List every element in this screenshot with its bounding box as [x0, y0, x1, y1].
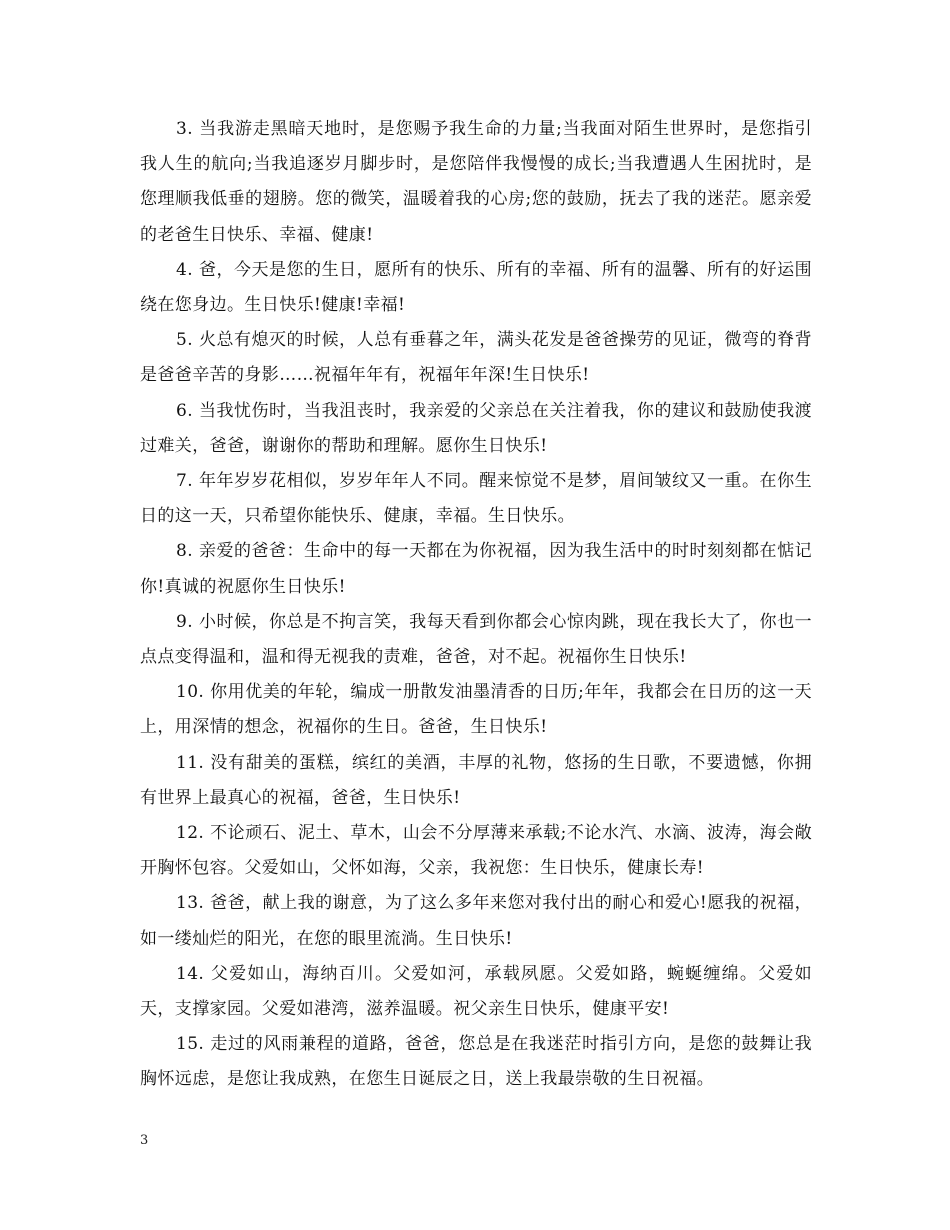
paragraph-9: 9. 小时候，你总是不拘言笑，我每天看到你都会心惊肉跳，现在我长大了，你也一点点变得温和，温和得无视我的责难，爸爸，对不起。祝福你生日快乐!	[140, 611, 812, 668]
paragraph-14: 14. 父爱如山，海纳百川。父爱如河，承载夙愿。父爱如路，蜿蜒缠绵。父爱如天，支撑家园。父爱如港湾，滋养温暖。祝父亲生日快乐，健康平安!	[140, 963, 812, 1020]
paragraph-10: 10. 你用优美的年轮，编成一册散发油墨清香的日历;年年，我都会在日历的这一天上，用深情的想念，祝福你的生日。爸爸，生日快乐!	[140, 682, 812, 738]
paragraph-15: 15. 走过的风雨兼程的道路，爸爸，您总是在我迷茫时指引方向，是您的鼓舞让我胸怀远虑，是您让我成熟，在您生日诞辰之日，送上我最崇敬的生日祝福。	[140, 1034, 812, 1090]
paragraph-3: 3. 当我游走黑暗天地时，是您赐予我生命的力量;当我面对陌生世界时，是您指引我人生的航向;当我追逐岁月脚步时，是您陪伴我慢慢的成长;当我遭遇人生困扰时，是您理顺我低垂的翅膀。您的微笑，温暖着我的心房;您的鼓励，抚去了我的迷茫。愿亲爱的老爸生日快乐、幸福、健康!	[140, 119, 812, 245]
paragraph-13: 13. 爸爸，献上我的谢意，为了这么多年来您对我付出的耐心和爱心!愿我的祝福，如一缕灿烂的阳光，在您的眼里流淌。生日快乐!	[140, 893, 812, 949]
paragraph-6: 6. 当我忧伤时，当我沮丧时，我亲爱的父亲总在关注着我，你的建议和鼓励使我渡过难关，爸爸，谢谢你的帮助和理解。愿你生日快乐!	[140, 400, 812, 456]
paragraph-11: 11. 没有甜美的蛋糕，缤红的美酒，丰厚的礼物，悠扬的生日歌，不要遗憾，你拥有世界上最真心的祝福，爸爸，生日快乐!	[140, 752, 812, 808]
document-body	[140, 112, 812, 1098]
paragraph-5: 5. 火总有熄灭的时候，人总有垂暮之年，满头花发是爸爸操劳的见证，微弯的脊背是爸爸辛苦的身影……祝福年年有，祝福年年深!生日快乐!	[140, 330, 812, 386]
paragraph-4: 4. 爸，今天是您的生日，愿所有的快乐、所有的幸福、所有的温馨、所有的好运围绕在您身边。生日快乐!健康!幸福!	[140, 259, 812, 316]
page-number: 3	[140, 1133, 149, 1148]
paragraph-12: 12. 不论顽石、泥土、草木，山会不分厚薄来承载;不论水汽、水滴、波涛，海会敞开胸怀包容。父爱如山，父怀如海，父亲，我祝您：生日快乐，健康长寿!	[140, 823, 812, 879]
paragraph-8: 8. 亲爱的爸爸：生命中的每一天都在为你祝福，因为我生活中的时时刻刻都在惦记你!真诚的祝愿你生日快乐!	[140, 541, 812, 597]
paragraph-7: 7. 年年岁岁花相似，岁岁年年人不同。醒来惊觉不是梦，眉间皱纹又一重。在你生日的这一天，只希望你能快乐、健康，幸福。生日快乐。	[140, 471, 812, 527]
